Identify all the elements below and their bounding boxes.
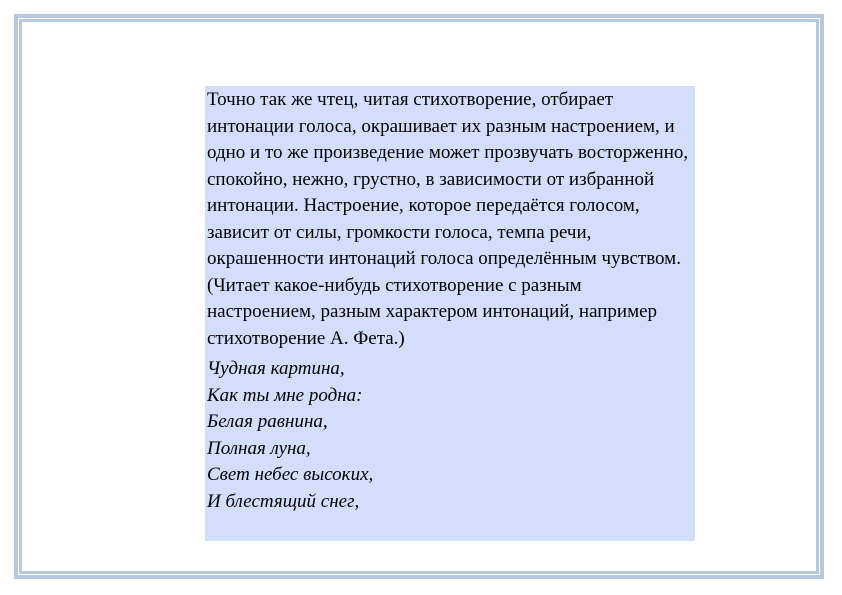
body-paragraph: Точно так же чтец, читая стихотворение, отбирает интонации голоса, окрашивает их разным настроением, и одно и то же произведение может прозвучать восторженно, спокойно, нежно, грустно, в зависимости от избранной интонации. Настроение, которое передаётся голосом, зависит от силы, громкости голоса, темпа речи, окрашенности интонаций голоса определённым чувством. (Читает какое-нибудь стихотворение с разным настроением, разным характером интонаций, например стихотворение А. Фета.) (207, 89, 689, 349)
poem-line: Чудная картина, (207, 358, 345, 379)
poem (207, 356, 693, 515)
poem-line: Как ты мне родна: (207, 384, 363, 406)
poem-line: Белая равнина, (207, 411, 328, 432)
text-block (205, 86, 695, 541)
poem-line: Свет небес высоких, (207, 464, 374, 485)
poem-line: И блестящий снег, (207, 490, 360, 512)
poem-line: Полная луна, (207, 437, 311, 459)
